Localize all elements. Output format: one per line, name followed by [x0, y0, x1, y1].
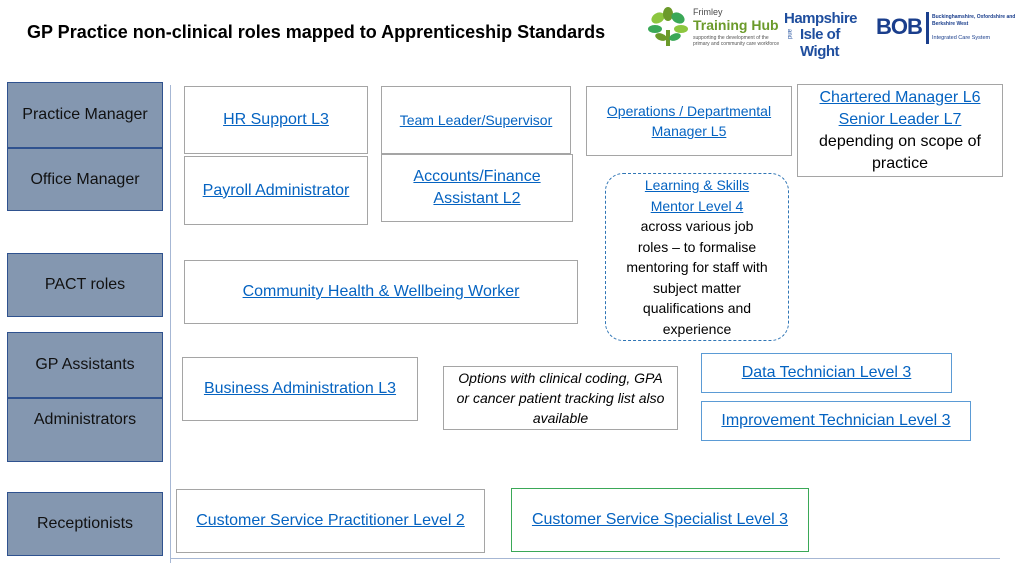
logo-text-ics: Integrated Care System — [932, 35, 991, 41]
business-admin-link[interactable]: Business Administration L3 — [203, 380, 397, 397]
logo-text-isle-of-wight: Isle of Wight — [800, 26, 840, 60]
accounts-finance-box[interactable] — [381, 154, 573, 222]
hampshire-iow-logo[interactable] — [784, 10, 876, 60]
mentor-description: across various job roles – to formalise mentoring for staff with subject matter qualifications and experience — [626, 218, 768, 337]
hr-support-link[interactable]: HR Support L3 — [223, 111, 329, 128]
data-technician-link[interactable]: Data Technician Level 3 — [741, 364, 912, 381]
logo-text-hampshire: Hampshire — [784, 10, 858, 27]
role-receptionists: Receptionists — [7, 492, 163, 556]
role-administrators: Administrators — [7, 398, 163, 462]
cs-specialist-box[interactable] — [511, 488, 809, 552]
role-practice-manager: Practice Manager — [7, 82, 163, 148]
payroll-link[interactable]: Payroll Administrator — [202, 181, 350, 199]
logo-text-bob: BOB — [876, 14, 922, 39]
horizontal-divider — [170, 558, 1000, 559]
frimley-training-hub-logo[interactable] — [646, 4, 786, 50]
partner-logos — [646, 4, 1016, 60]
data-technician-box[interactable] — [701, 353, 952, 393]
logo-text-and: and — [786, 29, 792, 40]
vertical-divider — [170, 85, 171, 563]
role-gp-assistants: GP Assistants — [7, 332, 163, 398]
business-admin-box[interactable] — [182, 357, 418, 421]
logo-text-training-hub: Training Hub — [693, 17, 779, 33]
logo-text-frimley: Frimley — [693, 7, 723, 17]
payroll-box[interactable] — [184, 156, 368, 225]
logo-tagline: supporting the development of the primary and community care workforce — [693, 35, 780, 47]
cs-practitioner-link[interactable]: Customer Service Practitioner Level 2 — [196, 512, 465, 529]
page-title: GP Practice non-clinical roles mapped to Apprenticeship Standards — [27, 22, 606, 42]
options-note: Options with clinical coding, GPA or cancer patient tracking list also available — [456, 370, 665, 426]
accounts-finance-link[interactable]: Accounts/Finance Assistant L2 — [413, 168, 541, 207]
team-leader-link[interactable]: Team Leader/Supervisor — [399, 112, 553, 128]
operations-manager-box[interactable] — [586, 86, 792, 156]
improvement-technician-link[interactable]: Improvement Technician Level 3 — [721, 412, 951, 429]
logo-text-region: Buckinghamshire, Oxfordshire and Berkshire West — [932, 14, 1016, 27]
cs-specialist-link[interactable]: Customer Service Specialist Level 3 — [531, 511, 789, 528]
operations-manager-link[interactable]: Operations / Departmental Manager L5 — [606, 103, 772, 139]
chartered-manager-box[interactable] — [797, 84, 1003, 177]
options-note-box — [443, 366, 678, 430]
role-pact-roles: PACT roles — [7, 253, 163, 317]
bob-ics-logo[interactable] — [876, 10, 1016, 46]
tree-icon — [646, 6, 690, 48]
scope-note: depending on scope of practice — [819, 132, 981, 172]
logo-divider — [926, 12, 929, 44]
improvement-technician-box[interactable] — [701, 401, 971, 441]
chartered-manager-link[interactable]: Chartered Manager L6 — [819, 88, 981, 106]
senior-leader-link[interactable]: Senior Leader L7 — [838, 110, 962, 128]
chwb-box[interactable] — [184, 260, 578, 324]
learning-skills-mentor-link[interactable]: Learning & Skills Mentor Level 4 — [644, 177, 750, 214]
team-leader-box[interactable] — [381, 86, 571, 154]
cs-practitioner-box[interactable] — [176, 489, 485, 553]
role-office-manager: Office Manager — [7, 148, 163, 211]
learning-skills-mentor-box[interactable] — [605, 173, 789, 341]
chwb-link[interactable]: Community Health & Wellbeing Worker — [242, 283, 520, 300]
hr-support-box[interactable] — [184, 86, 368, 154]
